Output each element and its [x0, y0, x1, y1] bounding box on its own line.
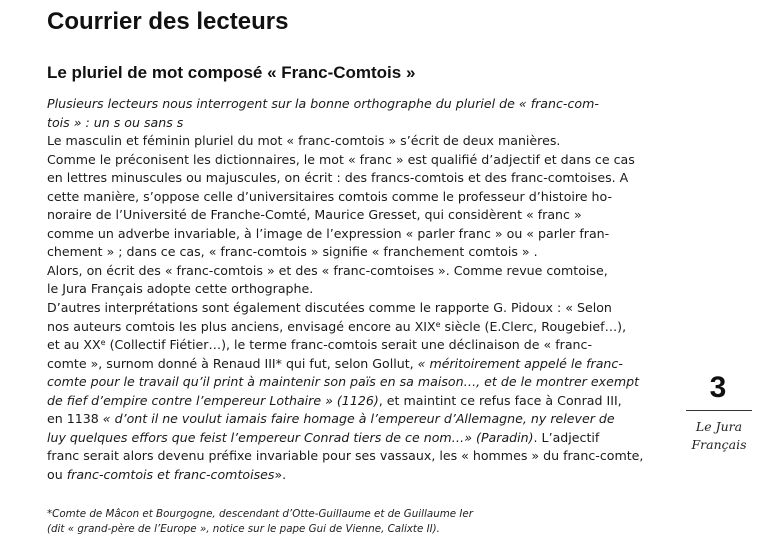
footnote-line: *Comte de Mâcon et Bourgogne, descendant d’Otte-Guillaume et de Guillaume Ier	[47, 508, 473, 520]
body-line: Comme le préconisent les dictionnaires, le mot « franc » est qualifié d’adjectif et dans ce cas	[47, 151, 635, 167]
body-text-run: siècle (E.Clerc, Rougebief…),	[440, 318, 627, 334]
body-line	[47, 429, 665, 448]
body-line: Le masculin et féminin pluriel du mot « franc-comtois » s’écrit de deux manières.	[47, 133, 561, 149]
body-line: comme un adverbe invariable, à l’image de l’expression « parler franc » ou « parler fran-	[47, 225, 610, 241]
body-line	[47, 318, 665, 337]
quotation: de fief d’empire contre l’empereur Lothaire » (1126)	[47, 392, 379, 408]
body-line	[47, 336, 665, 355]
superscript: e	[435, 319, 441, 329]
quotation-line: comte pour le travail qu’il print à maintenir son païs en sa maison…, et de le montrer exempt	[47, 374, 640, 390]
body-text-run: comte », surnom donné à Renaud III* qui fut, selon Gollut,	[47, 355, 418, 371]
body-line: chement » ; dans ce cas, « franc-comtois » signifie « franchement comtois » .	[47, 244, 538, 260]
body-text-run: et au XX	[47, 337, 101, 353]
intro-line: tois » : un s ou sans s	[47, 114, 184, 130]
body-line: en lettres minuscules ou majuscules, on écrit : des francs-comtois et des franc-comtoises. A	[47, 170, 629, 186]
page-number: 3	[709, 371, 727, 404]
emphasis: franc-comtois et franc-comtoises	[66, 466, 275, 482]
body-line	[47, 410, 665, 429]
footnote	[47, 507, 547, 537]
quotation: « méritoirement appelé le franc-	[417, 355, 623, 371]
body-text-run: nos auteurs comtois les plus anciens, envisagé encore au XIX	[47, 318, 436, 334]
body-line: cette manière, s’oppose celle d’universitaires comtois comme le professeur d’histoire ho-	[47, 188, 613, 204]
publication-name-line: Français	[691, 437, 747, 452]
body-line	[47, 466, 665, 485]
body-text-run: (Collectif Fiétier…), le terme franc-comtois serait une déclinaison de « franc-	[105, 337, 592, 353]
body-line: franc serait alors devenu préfixe invariable pour ses vassaux, les « hommes » du franc-comte,	[47, 448, 644, 464]
publication-name	[676, 418, 760, 454]
article-title: Le pluriel de mot composé « Franc-Comtois »	[47, 63, 416, 82]
article-body	[47, 95, 665, 484]
divider-rule	[686, 410, 752, 411]
body-line: le Jura Français adopte cette orthographe.	[47, 281, 314, 297]
superscript: e	[100, 338, 106, 348]
quotation: luy quelques effors que feist l’empereur Conrad tiers de ce nom…» (Paradin)	[47, 429, 534, 445]
body-text-run: . L’adjectif	[533, 429, 600, 445]
body-text-run: , et maintint ce refus face à Conrad III,	[378, 392, 622, 408]
section-title: Courrier des lecteurs	[47, 8, 289, 35]
body-line: D’autres interprétations sont également discutées comme le rapporte G. Pidoux : « Selon	[47, 300, 612, 316]
body-text-run: en 1138	[47, 411, 103, 427]
body-text-run: ».	[274, 466, 287, 482]
quotation: « d’ont il ne voulut iamais faire homage à l’empereur d’Allemagne, ny relever de	[102, 411, 615, 427]
body-text-run: ou	[47, 466, 67, 482]
body-line: noraire de l’Université de Franche-Comté, Maurice Gresset, qui considèrent « franc »	[47, 207, 582, 223]
footnote-line: (dit « grand-père de l’Europe », notice sur le pape Gui de Vienne, Calixte II).	[47, 523, 440, 535]
body-line	[47, 392, 665, 411]
intro-line: Plusieurs lecteurs nous interrogent sur la bonne orthographe du pluriel de « franc-com-	[47, 96, 599, 111]
body-line: Alors, on écrit des « franc-comtois » et des « franc-comtoises ». Comme revue comtoise,	[47, 262, 608, 278]
body-line	[47, 355, 665, 374]
publication-name-line: Le Jura	[695, 419, 743, 434]
